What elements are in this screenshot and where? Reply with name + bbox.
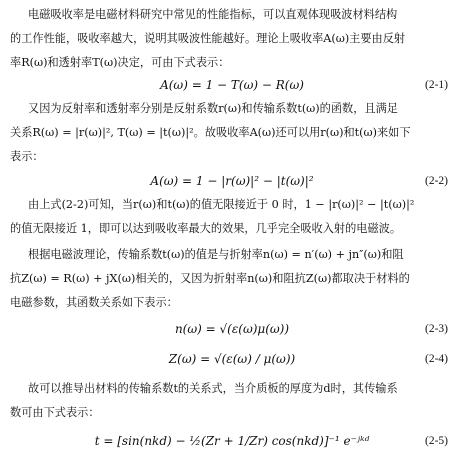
equation-number: (2-1) [425,79,448,91]
paragraph-1-line-1: 电磁吸收率是电磁材料研究中常见的性能指标，可以直观体现吸波材料结构 [28,8,398,21]
paragraph-1-line-3: 率R(ω)和透射率T(ω)决定，可由下式表示： [10,56,230,69]
equation-2-1 [10,76,454,94]
paragraph-5-line-2: 数可由下式表示： [10,406,100,419]
equation-2-5 [10,432,454,450]
equation-2-4 [10,350,454,368]
paragraph-4-line-2: 抗Z(ω) = R(ω) + jX(ω)相关的，又因为折射率n(ω)和阻抗Z(ω)都取决于材料的 [10,272,410,285]
paragraph-2-line-2: 关系R(ω) = |r(ω)|², T(ω) = |t(ω)|²。故吸收率A(ω)还可以用r(ω)和t(ω)来如下 [10,126,411,139]
equation-2-3 [10,320,454,338]
paragraph-2-line-3: 表示： [10,150,44,163]
equation-2-2 [10,172,454,190]
paragraph-3-line-1: 由上式(2-2)可知，当r(ω)和t(ω)的值无限接近于 0 时，1 − |r(ω)|² − |t(ω)|² [28,198,415,211]
equation-formula: t = [sin(nkd) − ½(Zr + 1/Zr) cos(nkd)]⁻¹ e⁻ʲᵏᵈ [94,434,370,448]
paragraph-2-line-1: 又因为反射率和透射率分别是反射系数r(ω)和传输系数t(ω)的函数，且满足 [28,102,398,115]
equation-formula: n(ω) = √(ε(ω)μ(ω)) [174,322,290,336]
equation-number: (2-5) [425,435,448,447]
equation-number: (2-4) [425,353,448,365]
paragraph-3-line-2: 的值无限接近 1，即可以达到吸收率最大的效果，几乎完全吸收入射的电磁波。 [10,222,402,235]
paragraph-5-line-1: 故可以推导出材料的传输系数t的关系式，当介质板的厚度为d时，其传输系 [28,382,398,395]
equation-formula: Z(ω) = √(ε(ω) / μ(ω)) [168,352,296,366]
paragraph-1-line-2: 的工作性能，吸收率越大，说明其吸波性能越好。理论上吸收率A(ω)主要由反射 [10,32,406,45]
paragraph-4-line-1: 根据电磁波理论，传输系数t(ω)的值是与折射率n(ω) = n′(ω) + jn″(ω)和阻 [28,248,404,261]
paragraph-4-line-3: 电磁参数，其函数关系如下表示： [10,296,178,309]
equation-number: (2-2) [425,175,448,187]
equation-formula: A(ω) = 1 − T(ω) − R(ω) [160,78,304,92]
equation-number: (2-3) [425,323,448,335]
equation-formula: A(ω) = 1 − |r(ω)|² − |t(ω)|² [150,174,314,188]
